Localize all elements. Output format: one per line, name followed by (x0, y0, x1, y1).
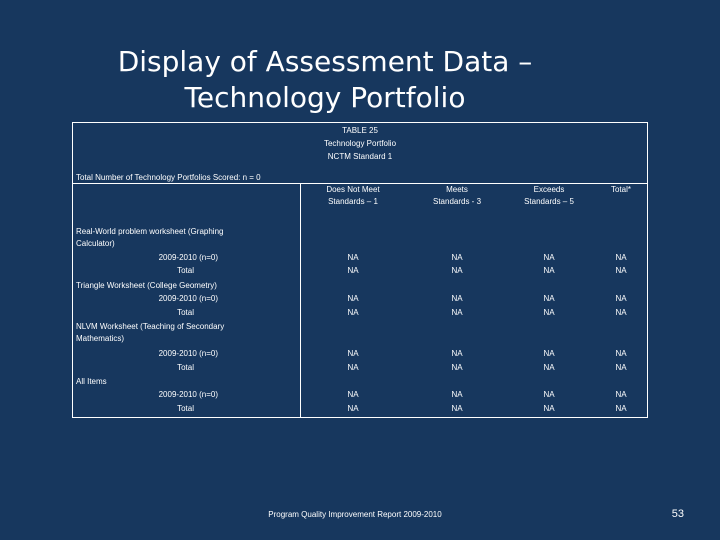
cell-total: NA (615, 390, 627, 399)
caption-portfolio: Technology Portfolio (323, 139, 397, 148)
cell-exceeds: NA (543, 349, 555, 358)
cell-exceeds: NA (543, 308, 555, 317)
page-number: 53 (671, 508, 684, 520)
slide-title (0, 44, 650, 116)
section-name (76, 321, 300, 345)
cell-total: NA (615, 404, 627, 413)
cell-meets: NA (451, 294, 463, 303)
cell-exceeds: NA (543, 390, 555, 399)
cell-total: NA (615, 349, 627, 358)
header-exceeds-line-2: Standards – 5 (524, 197, 574, 206)
cell-does-not-meet: NA (347, 253, 359, 262)
header-exceeds (502, 184, 596, 208)
cell-exceeds: NA (543, 294, 555, 303)
cell-meets: NA (451, 390, 463, 399)
row-year-label: 2009-2010 (n=0) (158, 253, 218, 262)
header-exceeds-line-1: Exceeds (533, 185, 565, 194)
cell-does-not-meet: NA (347, 294, 359, 303)
row-year-label: 2009-2010 (n=0) (158, 390, 218, 399)
cell-does-not-meet: NA (347, 363, 359, 372)
cell-total: NA (615, 253, 627, 262)
header-does-not-meet-line-2: Standards – 1 (328, 197, 378, 206)
header-total: Total* (610, 185, 631, 194)
cell-total: NA (615, 266, 627, 275)
cell-does-not-meet: NA (347, 404, 359, 413)
caption-table-number: TABLE 25 (342, 126, 378, 135)
cell-total: NA (615, 363, 627, 372)
cell-exceeds: NA (543, 404, 555, 413)
cell-total: NA (615, 308, 627, 317)
cell-does-not-meet: NA (347, 308, 359, 317)
header-does-not-meet (306, 184, 400, 208)
row-year-label: 2009-2010 (n=0) (158, 294, 218, 303)
cell-exceeds: NA (543, 253, 555, 262)
slide-title-line-2: Technology Portfolio (184, 81, 466, 114)
cell-meets: NA (451, 308, 463, 317)
section-name: All Items (76, 377, 107, 386)
row-year-label: 2009-2010 (n=0) (158, 349, 218, 358)
section-name: Triangle Worksheet (College Geometry) (76, 281, 217, 290)
cell-total: NA (615, 294, 627, 303)
cell-meets: NA (451, 253, 463, 262)
header-does-not-meet-line-1: Does Not Meet (326, 185, 380, 194)
header-meets (410, 184, 504, 208)
row-total-label: Total (177, 363, 194, 372)
cell-meets: NA (451, 349, 463, 358)
row-total-label: Total (177, 308, 194, 317)
cell-meets: NA (451, 266, 463, 275)
section-name-line-2: Calculator) (76, 239, 115, 248)
section-name (76, 226, 300, 250)
header-meets-line-2: Standards - 3 (432, 197, 482, 206)
slide-title-line-1: Display of Assessment Data – (117, 45, 533, 78)
cell-meets: NA (451, 404, 463, 413)
section-name-line-2: Mathematics) (76, 334, 125, 343)
caption-standard: NCTM Standard 1 (327, 152, 393, 161)
section-name-line-1: Real-World problem worksheet (Graphing (76, 227, 224, 236)
report-footer: Program Quality Improvement Report 2009-2010 (268, 510, 442, 519)
cell-does-not-meet: NA (347, 266, 359, 275)
total-scored-label: Total Number of Technology Portfolios Scored: n = 0 (76, 173, 261, 182)
label-column-divider (300, 183, 301, 418)
row-total-label: Total (177, 266, 194, 275)
cell-exceeds: NA (543, 266, 555, 275)
row-total-label: Total (177, 404, 194, 413)
cell-does-not-meet: NA (347, 349, 359, 358)
table-caption (72, 124, 648, 163)
section-name-line-1: NLVM Worksheet (Teaching of Secondary (76, 322, 225, 331)
cell-exceeds: NA (543, 363, 555, 372)
cell-meets: NA (451, 363, 463, 372)
cell-does-not-meet: NA (347, 390, 359, 399)
header-meets-line-1: Meets (446, 185, 468, 194)
